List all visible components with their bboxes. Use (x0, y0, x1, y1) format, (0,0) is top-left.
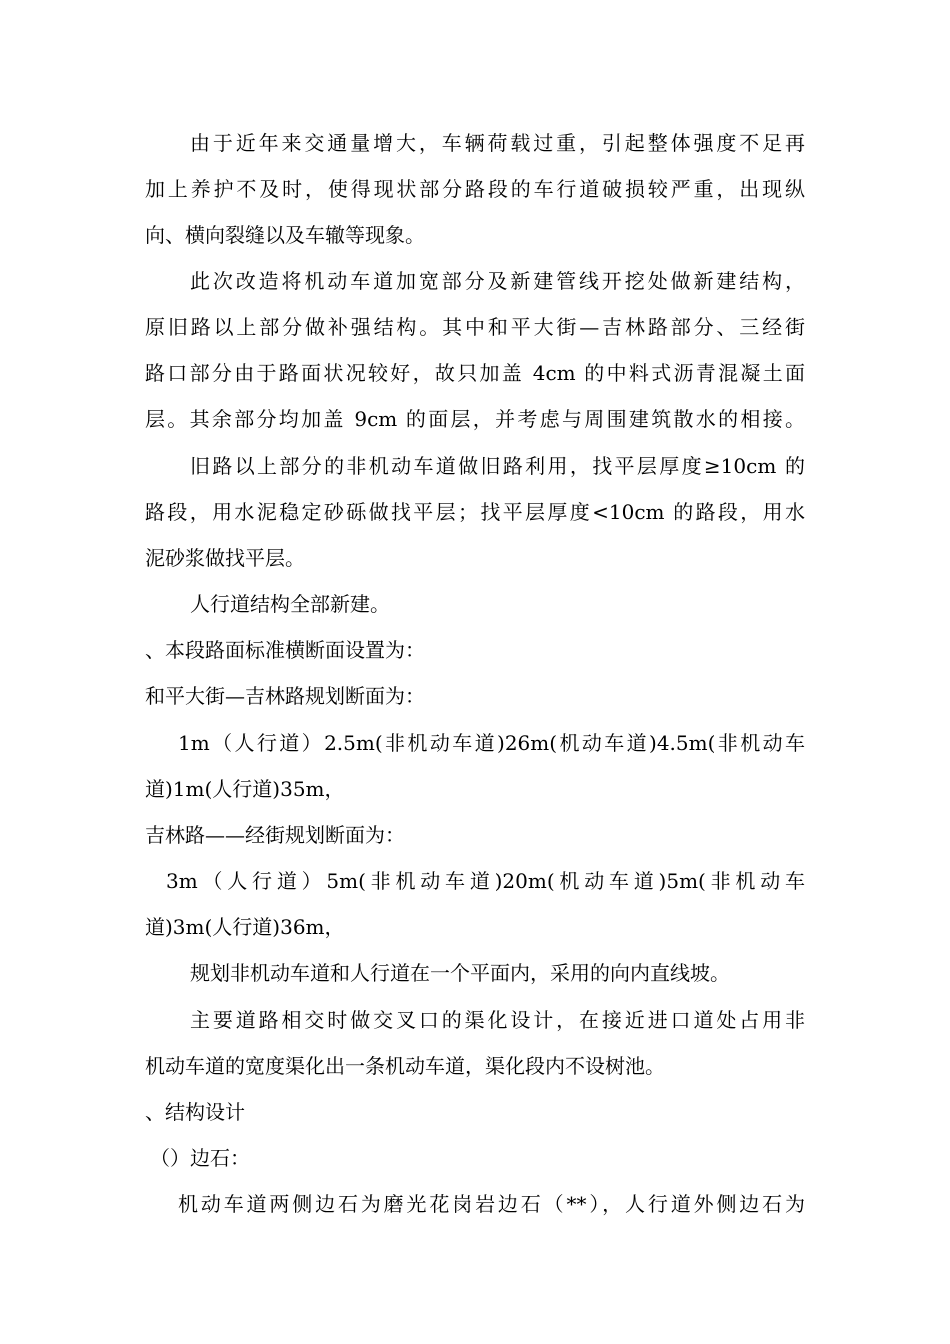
body-text-line: 机动车道的宽度渠化出一条机动车道，渠化段内不设树池。 (145, 1054, 665, 1078)
body-text-line: 道)3m(人行道)36m， (145, 915, 345, 939)
body-text-line: 旧路以上部分的非机动车道做旧路利用，找平层厚度≥10cm 的 (190, 454, 805, 478)
section-heading: 、本段路面标准横断面设置为： (145, 638, 425, 662)
subsection-heading: （）边石： (150, 1146, 250, 1170)
body-text-line: 加上养护不及时，使得现状部分路段的车行道破损较严重，出现纵 (145, 177, 805, 201)
body-text-line: 向、横向裂缝以及车辙等现象。 (145, 223, 425, 247)
body-text-line: 吉林路——经街规划断面为： (145, 823, 405, 847)
body-text-line: 路口部分由于路面状况较好，故只加盖 4cm 的中料式沥青混凝土面 (145, 361, 805, 385)
body-text-line: 和平大街—吉林路规划断面为： (145, 684, 425, 708)
body-text-line: 层。其余部分均加盖 9cm 的面层，并考虑与周围建筑散水的相接。 (145, 407, 805, 431)
body-text-line: 主要道路相交时做交叉口的渠化设计，在接近进口道处占用非 (190, 1008, 805, 1032)
body-text-line: 机动车道两侧边石为磨光花岗岩边石（**），人行道外侧边石为 (178, 1192, 805, 1216)
section-heading: 、结构设计 (145, 1100, 245, 1124)
body-text-line: 规划非机动车道和人行道在一个平面内，采用的向内直线坡。 (190, 961, 730, 985)
body-text-line: 3m（人行道）5m(非机动车道)20m(机动车道)5m(非机动车 (166, 869, 805, 893)
body-text-line: 原旧路以上部分做补强结构。其中和平大街—吉林路部分、三经街 (145, 315, 805, 339)
body-text-line: 路段，用水泥稳定砂砾做找平层；找平层厚度<10cm 的路段，用水 (145, 500, 805, 524)
body-text-line: 道)1m(人行道)35m， (145, 777, 345, 801)
body-text-line: 此次改造将机动车道加宽部分及新建管线开挖处做新建结构， (190, 269, 805, 293)
body-text-line: 1m（人行道）2.5m(非机动车道)26m(机动车道)4.5m(非机动车 (178, 731, 805, 755)
body-text-line: 泥砂浆做找平层。 (145, 546, 305, 570)
body-text-line: 人行道结构全部新建。 (190, 592, 390, 616)
body-text-line: 由于近年来交通量增大，车辆荷载过重，引起整体强度不足再 (190, 131, 805, 155)
